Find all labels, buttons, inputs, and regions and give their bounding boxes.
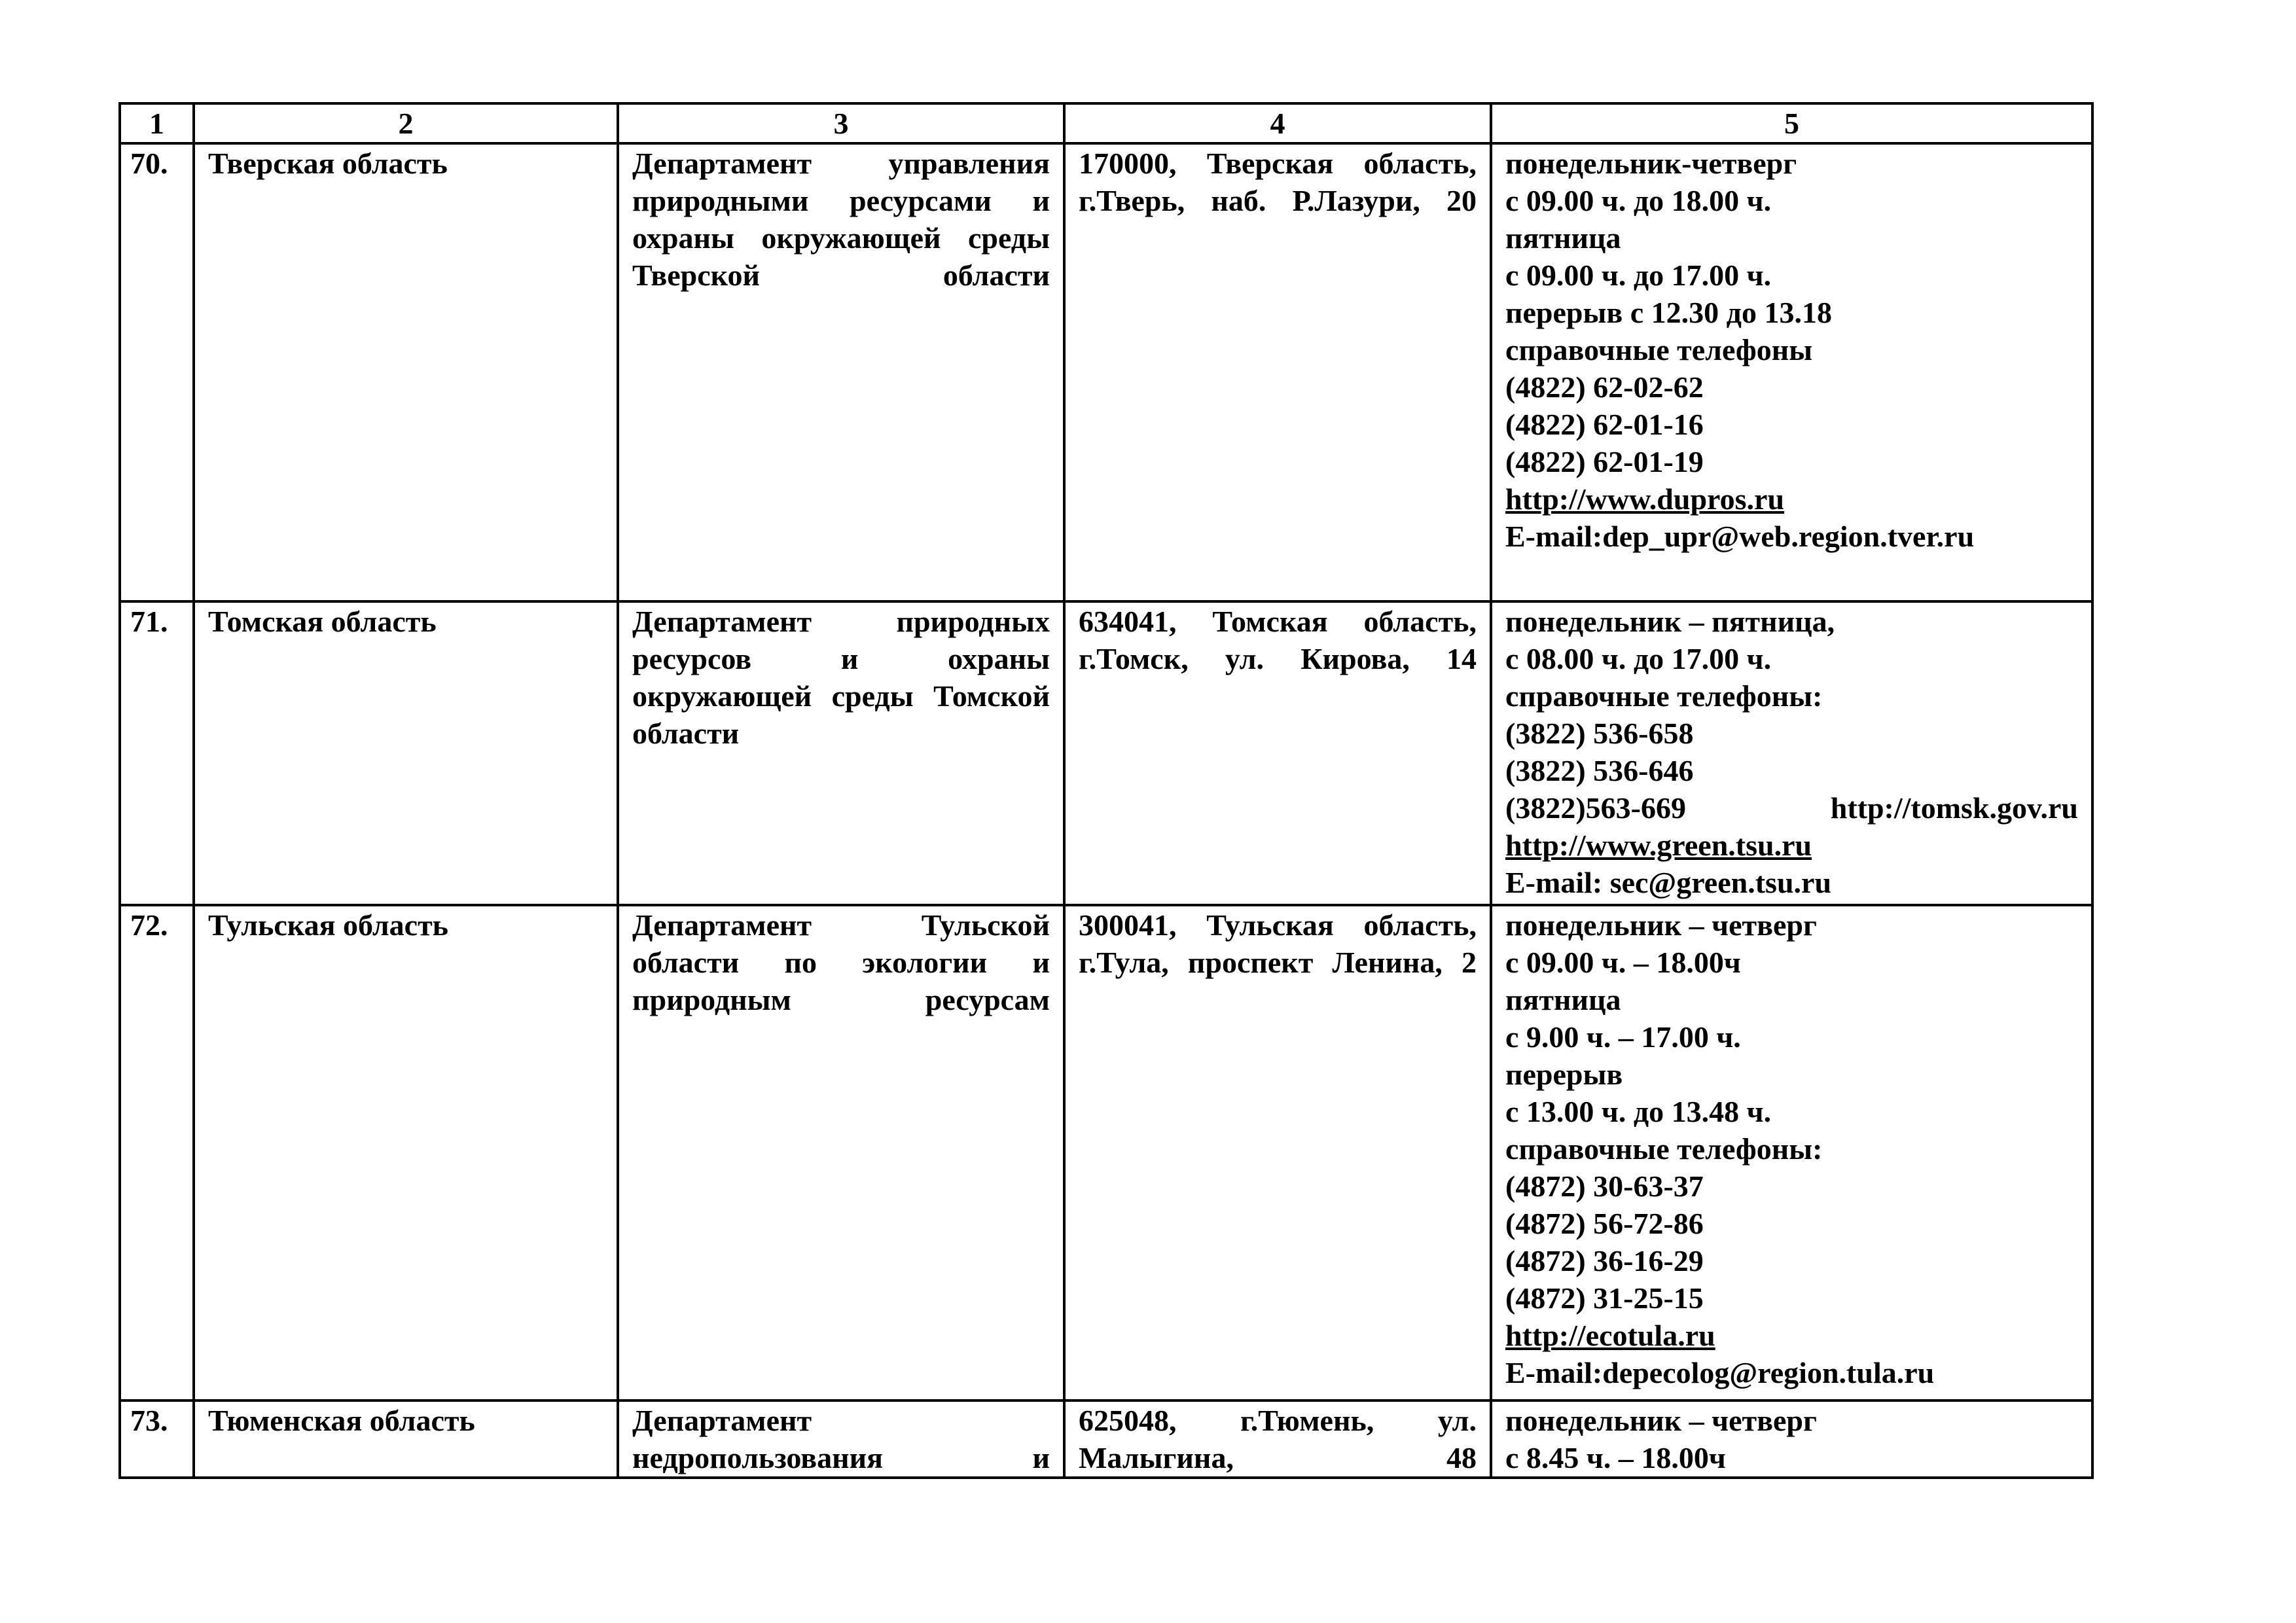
header-col-5: 5 xyxy=(1491,103,2092,143)
header-row xyxy=(120,103,2092,143)
region-name: Томская область xyxy=(194,601,618,905)
agency-name: Департамент управления природными ресурсами и охраны окружающей среды Тверской области xyxy=(618,143,1064,601)
work-hours: с 8.45 ч. – 18.00ч xyxy=(1505,1441,1726,1474)
phone-number: (3822)563-669 xyxy=(1505,791,1686,825)
phone-number: (3822) 536-646 xyxy=(1505,754,1694,787)
website-link[interactable]: http://ecotula.ru xyxy=(1505,1319,1715,1352)
work-days: понедельник – четверг xyxy=(1505,908,1817,942)
work-days: пятница xyxy=(1505,983,1621,1016)
email-text: E-mail:depecolog@region.tula.ru xyxy=(1505,1356,1935,1389)
agency-address: 634041, Томская область, г.Томск, ул. Кирова, 14 xyxy=(1064,601,1491,905)
agency-contacts xyxy=(1491,143,2092,601)
phone-number: (4822) 62-01-16 xyxy=(1505,408,1704,441)
phone-number: (4872) 36-16-29 xyxy=(1505,1244,1704,1277)
agency-contacts xyxy=(1491,905,2092,1400)
work-hours: с 9.00 ч. – 17.00 ч. xyxy=(1505,1020,1741,1054)
work-days: пятница xyxy=(1505,221,1621,255)
header-col-1: 1 xyxy=(120,103,194,143)
agency-name: Департамент природных ресурсов и охраны окружающей среды Томской области xyxy=(618,601,1064,905)
phone-number: (4872) 56-72-86 xyxy=(1505,1207,1704,1240)
website-text: http://tomsk.gov.ru xyxy=(1830,791,2078,825)
break-label: перерыв xyxy=(1505,1058,1623,1091)
agency-address: 300041, Тульская область, г.Тула, проспект Ленина, 2 xyxy=(1064,905,1491,1400)
phone-number: (4872) 31-25-15 xyxy=(1505,1281,1704,1315)
table-row xyxy=(120,1400,2092,1478)
header-col-3: 3 xyxy=(618,103,1064,143)
work-hours: с 09.00 ч. до 17.00 ч. xyxy=(1505,259,1772,292)
phone-number: (4822) 62-02-62 xyxy=(1505,370,1704,404)
phones-label: справочные телефоны xyxy=(1505,333,1813,366)
table-row xyxy=(120,601,2092,905)
region-name: Тверская область xyxy=(194,143,618,601)
agencies-table xyxy=(118,102,2094,1479)
agency-name: Департамент Тульской области по экологии и природным ресурсам xyxy=(618,905,1064,1400)
agency-contacts xyxy=(1491,601,2092,905)
agency-address: 625048, г.Тюмень, ул. Малыгина, 48 xyxy=(1064,1400,1491,1478)
region-name: Тульская область xyxy=(194,905,618,1400)
agency-address: 170000, Тверская область, г.Тверь, наб. Р.Лазури, 20 xyxy=(1064,143,1491,601)
work-days: понедельник – пятница, xyxy=(1505,605,1835,638)
phone-number: (3822) 536-658 xyxy=(1505,717,1694,750)
work-hours: с 09.00 ч. – 18.00ч xyxy=(1505,946,1741,979)
phones-label: справочные телефоны: xyxy=(1505,679,1823,713)
work-days: понедельник-четверг xyxy=(1505,147,1797,180)
phones-label: справочные телефоны: xyxy=(1505,1132,1823,1166)
agency-contacts xyxy=(1491,1400,2092,1478)
header-col-2: 2 xyxy=(194,103,618,143)
email-text: E-mail: sec@green.tsu.ru xyxy=(1505,866,1832,899)
work-days: понедельник – четверг xyxy=(1505,1404,1817,1437)
table-row xyxy=(120,143,2092,601)
website-link[interactable]: http://www.dupros.ru xyxy=(1505,482,1785,516)
break-time: с 13.00 ч. до 13.48 ч. xyxy=(1505,1095,1772,1128)
region-name: Тюменская область xyxy=(194,1400,618,1478)
phone-and-site-line xyxy=(1505,789,2078,827)
header-col-4: 4 xyxy=(1064,103,1491,143)
table-row xyxy=(120,905,2092,1400)
website-link[interactable]: http://www.green.tsu.ru xyxy=(1505,829,1812,862)
row-number: 70. xyxy=(120,143,194,601)
phone-number: (4872) 30-63-37 xyxy=(1505,1169,1704,1203)
phone-number: (4822) 62-01-19 xyxy=(1505,445,1704,478)
work-hours: с 09.00 ч. до 18.00 ч. xyxy=(1505,184,1772,217)
break-time: перерыв с 12.30 до 13.18 xyxy=(1505,296,1832,329)
agency-name: Департамент недропользования и xyxy=(618,1400,1064,1478)
row-number: 71. xyxy=(120,601,194,905)
email-text: E-mail:dep_upr@web.region.tver.ru xyxy=(1505,520,1975,553)
row-number: 72. xyxy=(120,905,194,1400)
work-hours: с 08.00 ч. до 17.00 ч. xyxy=(1505,642,1772,675)
row-number: 73. xyxy=(120,1400,194,1478)
